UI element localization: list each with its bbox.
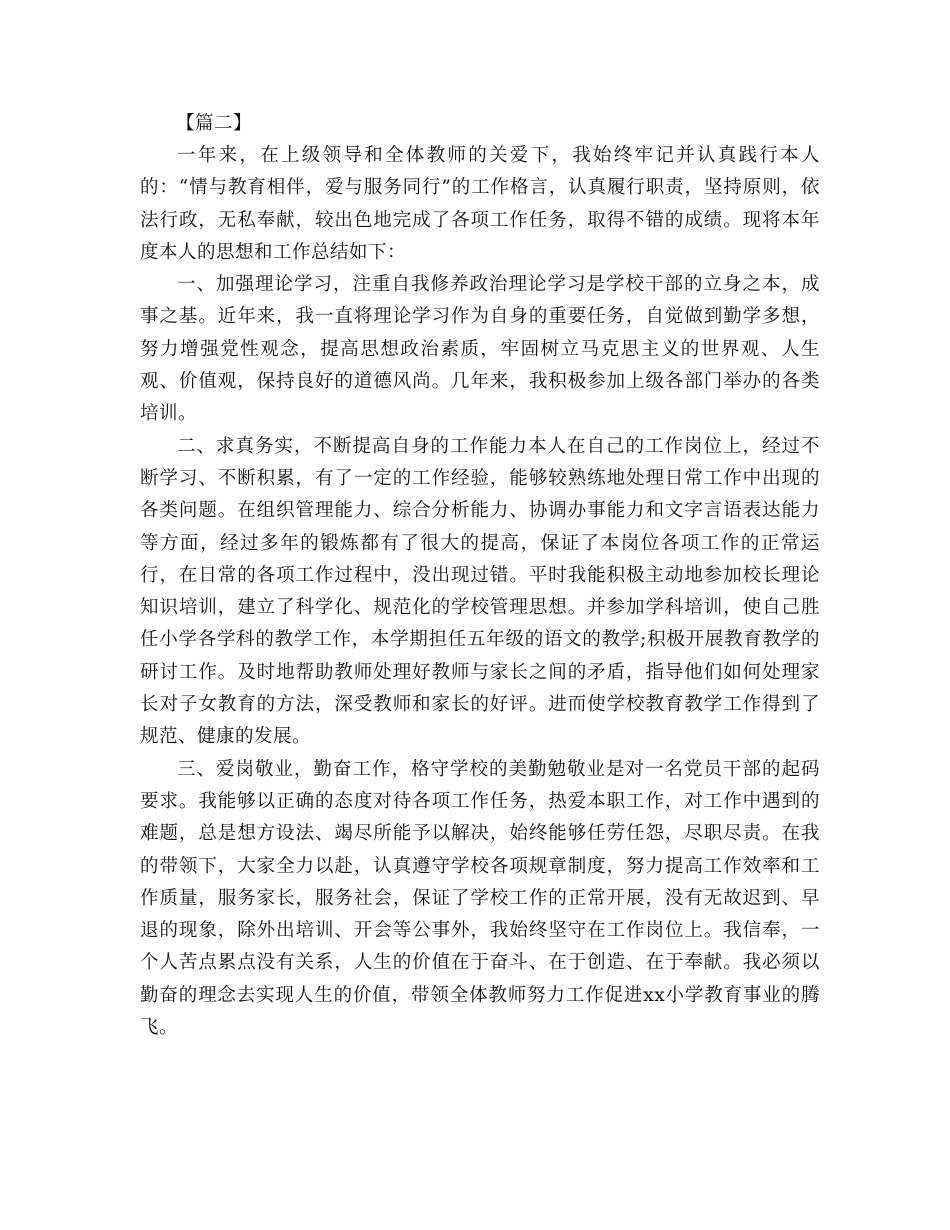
section-heading: 【篇二】 xyxy=(176,113,253,134)
paragraph-dedication: 三、爱岗敬业，勤奋工作，格守学校的美勤勉敬业是对一名党员干部的起码要求。我能够以正确的态度对待各项工作任务，热爱本职工作，对工作中遇到的难题，总是想方设法、竭尽所能予以解决，始终能够任劳任怨，尽职尽责。在我的带领下，大家全力以赴，认真遵守学校各项规章制度，努力提高工作效率和工作质量，服务家长，服务社会，保证了学校工作的正常开展，没有无故迟到、早退的现象，除外出培训、开会等公事外，我始终坚守在工作岗位上。我信奉，一个人苦点累点没有关系，人生的价值在于奋斗、在于创造、在于奉献。我必须以勤奋的理念去实现人生的价值，带领全体教师努力工作促进xx小学教育事业的腾飞。 xyxy=(140,758,820,1039)
paragraph-work-ability: 二、求真务实，不断提高自身的工作能力本人在自己的工作岗位上，经过不断学习、不断积累，有了一定的工作经验，能够较熟练地处理日常工作中出现的各类问题。在组织管理能力、综合分析能力、协调办事能力和文字言语表达能力等方面，经过多年的锻炼都有了很大的提高，保证了本岗位各项工作的正常运行，在日常的各项工作过程中，没出现过错。平时我能积极主动地参加校长理论知识培训，建立了科学化、规范化的学校管理思想。并参加学科培训，使自己胜任小学各学科的教学工作，本学期担任五年级的语文的教学;积极开展教育教学的研讨工作。及时地帮助教师处理好教师与家长之间的矛盾，指导他们如何处理家长对子女教育的方法，深受教师和家长的好评。进而使学校教育教学工作得到了规范、健康的发展。 xyxy=(140,435,820,748)
document-page xyxy=(140,108,820,1044)
paragraph-intro: 一年来，在上级领导和全体教师的关爱下，我始终牢记并认真践行本人的：“情与教育相伴，爱与服务同行”的工作格言，认真履行职责，坚持原则，依法行政，无私奉献，较出色地完成了各项工作任务，取得不错的成绩。现将本年度本人的思想和工作总结如下： xyxy=(140,145,820,263)
paragraph-theory-study: 一、加强理论学习，注重自我修养政治理论学习是学校干部的立身之本，成事之基。近年来，我一直将理论学习作为自身的重要任务，自觉做到勤学多想，努力增强党性观念，提高思想政治素质，牢固树立马克思主义的世界观、人生观、价值观，保持良好的道德风尚。几年来，我积极参加上级各部门举办的各类培训。 xyxy=(140,274,820,425)
